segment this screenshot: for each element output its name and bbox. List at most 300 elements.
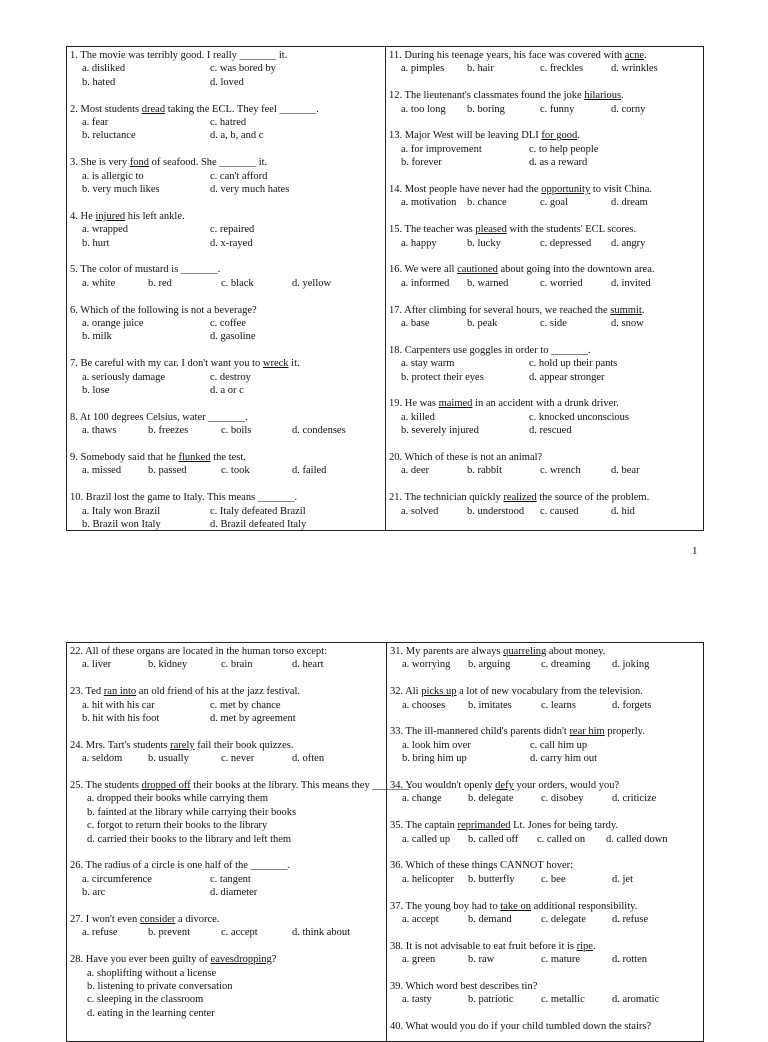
question-text: 28. Have you ever been guilty of bbox=[70, 954, 211, 966]
answer-option: d. called down bbox=[606, 833, 668, 845]
question-text: 35. The captain bbox=[390, 820, 458, 832]
answer-option: d. rescued bbox=[529, 425, 572, 437]
answer-option: d. yellow bbox=[292, 277, 332, 289]
underlined-keyword: wreck bbox=[262, 358, 289, 370]
answer-option: a. missed bbox=[82, 465, 122, 477]
answer-option: a. informed bbox=[401, 277, 450, 289]
question-item bbox=[389, 263, 701, 290]
answer-option: c. accept bbox=[221, 927, 258, 939]
answer-option: a. chooses bbox=[402, 699, 446, 711]
answer-option: d. corny bbox=[611, 103, 646, 115]
answer-option: c. can't afford bbox=[210, 170, 268, 182]
question-item bbox=[70, 49, 383, 89]
answer-option: d. invited bbox=[611, 277, 651, 289]
answer-option: c. bee bbox=[541, 873, 566, 885]
answer-option: a. worrying bbox=[402, 659, 451, 671]
answer-option: c. disobey bbox=[541, 793, 584, 805]
answer-options bbox=[389, 237, 701, 250]
answer-option: d. hid bbox=[611, 505, 635, 517]
question-item bbox=[70, 953, 384, 1020]
question-stem bbox=[70, 859, 384, 872]
answer-option: b. warned bbox=[467, 277, 509, 289]
question-text: 20. Which of these is not an animal? bbox=[389, 452, 543, 464]
question-text: 12. The lieutenant's classmates found the joke bbox=[389, 90, 585, 102]
answer-options bbox=[70, 116, 383, 143]
answer-option: b. kidney bbox=[148, 659, 188, 671]
answer-option: b. butterfly bbox=[468, 873, 515, 885]
answer-options bbox=[389, 196, 701, 209]
question-text: your orders, would you? bbox=[513, 780, 620, 792]
underlined-keyword: maimed bbox=[438, 398, 473, 410]
question-stem bbox=[390, 940, 701, 953]
answer-option: a. disliked bbox=[82, 63, 126, 75]
answer-options bbox=[70, 317, 383, 344]
question-text: his left ankle. bbox=[125, 210, 185, 222]
answer-options bbox=[389, 411, 701, 438]
answer-option: c. mature bbox=[541, 954, 581, 966]
question-stem bbox=[70, 357, 383, 370]
question-stem bbox=[389, 263, 701, 276]
answer-option: c. destroy bbox=[210, 371, 251, 383]
answer-option: a. solved bbox=[401, 505, 439, 517]
answer-option: a. fear bbox=[82, 117, 109, 129]
underlined-keyword: for good bbox=[541, 130, 578, 142]
question-text: 32. Ali bbox=[390, 686, 422, 698]
question-text: 37. The young boy had to bbox=[390, 900, 501, 912]
answer-option: b. Brazil won Italy bbox=[82, 519, 161, 531]
answer-option: a. tasty bbox=[402, 994, 432, 1006]
question-stem bbox=[389, 491, 701, 504]
underlined-keyword: take on bbox=[500, 900, 531, 912]
underlined-keyword: defy bbox=[495, 780, 514, 792]
question-text: Lt. Jones for being tardy. bbox=[510, 820, 619, 832]
question-text: with the students' ECL scores. bbox=[506, 224, 637, 236]
question-text: 24. Mrs. Tart's students bbox=[70, 739, 171, 751]
answer-option: d. aromatic bbox=[612, 994, 660, 1006]
answer-option: b. prevent bbox=[148, 927, 190, 939]
answer-option: c. wrench bbox=[540, 465, 581, 477]
answer-options bbox=[390, 699, 701, 712]
answer-options bbox=[70, 926, 384, 939]
answer-options bbox=[70, 505, 383, 532]
answer-options bbox=[390, 913, 701, 926]
answer-option: a. thaws bbox=[82, 425, 117, 437]
question-item bbox=[70, 451, 383, 478]
underlined-keyword: cautioned bbox=[457, 264, 498, 276]
question-text: additional responsibility. bbox=[530, 900, 638, 912]
answer-option: b. protect their eyes bbox=[401, 371, 484, 383]
question-item bbox=[70, 156, 383, 196]
answer-option: d. forgets bbox=[612, 699, 652, 711]
answer-option: a. Italy won Brazil bbox=[82, 505, 161, 517]
question-column-left bbox=[67, 47, 385, 530]
question-text: . bbox=[621, 90, 624, 102]
question-table-page-1 bbox=[66, 46, 704, 531]
answer-option: b. rabbit bbox=[467, 465, 502, 477]
question-item bbox=[389, 344, 701, 384]
answer-options bbox=[390, 993, 701, 1006]
answer-option: b. arc bbox=[82, 887, 106, 899]
answer-option: d. rotten bbox=[612, 954, 647, 966]
question-item bbox=[390, 859, 701, 886]
question-stem bbox=[389, 397, 701, 410]
question-item bbox=[70, 739, 384, 766]
question-item bbox=[70, 779, 412, 846]
underlined-keyword: consider bbox=[139, 914, 176, 926]
answer-option: c. metallic bbox=[541, 994, 585, 1006]
question-stem bbox=[70, 156, 383, 169]
question-text: 18. Carpenters use goggles in order to _______. bbox=[389, 344, 591, 356]
question-text: 9. Somebody said that he bbox=[70, 452, 179, 464]
question-text: 15. The teacher was bbox=[389, 224, 476, 236]
answer-option: c. funny bbox=[540, 103, 575, 115]
answer-option: b. understood bbox=[467, 505, 525, 517]
answer-option: d. a or c bbox=[210, 385, 244, 397]
answer-option: c. delegate bbox=[541, 914, 586, 926]
question-text: a divorce. bbox=[175, 914, 220, 926]
answer-option: c. knocked unconscious bbox=[529, 411, 630, 423]
question-item bbox=[390, 645, 701, 672]
question-text: taking the ECL. They feel _______. bbox=[165, 103, 319, 115]
answer-option: c. sleeping in the classroom bbox=[87, 994, 204, 1006]
answer-option: b. delegate bbox=[468, 793, 514, 805]
answer-option: a. called up bbox=[402, 833, 451, 845]
answer-option: b. peak bbox=[467, 318, 498, 330]
question-stem bbox=[389, 344, 701, 357]
answer-option: c. call him up bbox=[530, 739, 588, 751]
question-item bbox=[390, 725, 701, 765]
answer-option: d. dream bbox=[611, 197, 648, 209]
question-stem bbox=[70, 451, 383, 464]
answer-option: b. lose bbox=[82, 385, 110, 397]
question-text: 17. After climbing for several hours, we reached the bbox=[389, 304, 611, 316]
answer-option: b. imitates bbox=[468, 699, 512, 711]
question-text: properly. bbox=[604, 726, 645, 738]
answer-option: c. black bbox=[221, 277, 254, 289]
answer-options bbox=[389, 317, 701, 330]
underlined-keyword: hilarious bbox=[584, 90, 622, 102]
answer-options bbox=[70, 967, 384, 1021]
question-stem bbox=[389, 129, 701, 142]
answer-option: b. raw bbox=[468, 954, 495, 966]
question-text: it. bbox=[288, 358, 300, 370]
answer-option: c. Italy defeated Brazil bbox=[210, 505, 306, 517]
answer-option: a. is allergic to bbox=[82, 170, 144, 182]
answer-option: d. gasoline bbox=[210, 331, 256, 343]
answer-option: d. refuse bbox=[612, 914, 649, 926]
question-item bbox=[389, 451, 701, 478]
question-text: 3. She is very bbox=[70, 157, 130, 169]
answer-option: b. very much likes bbox=[82, 184, 160, 196]
question-stem bbox=[389, 49, 701, 62]
answer-option: a. accept bbox=[402, 914, 439, 926]
question-text: 25. The students bbox=[70, 780, 142, 792]
question-text: 6. Which of the following is not a beverage? bbox=[70, 304, 257, 316]
answer-option: b. listening to private conversation bbox=[87, 981, 233, 993]
question-text: to visit China. bbox=[590, 184, 653, 196]
answer-option: d. a, b, and c bbox=[210, 130, 264, 142]
underlined-keyword: realized bbox=[503, 492, 537, 504]
answer-option: d. angry bbox=[611, 237, 646, 249]
question-stem bbox=[70, 685, 384, 698]
question-item bbox=[389, 49, 701, 76]
answer-options bbox=[70, 223, 383, 250]
question-text: 33. The ill-mannered child's parents didn't bbox=[390, 726, 570, 738]
question-item bbox=[70, 913, 384, 940]
question-item bbox=[70, 103, 383, 143]
underlined-keyword: dread bbox=[141, 103, 166, 115]
answer-option: b. patriotic bbox=[468, 994, 514, 1006]
underlined-keyword: ripe bbox=[576, 940, 593, 952]
answer-option: b. boring bbox=[467, 103, 505, 115]
answer-option: a. for improvement bbox=[401, 143, 482, 155]
question-text: . bbox=[577, 130, 580, 142]
answer-option: c. freckles bbox=[540, 63, 584, 75]
answer-options bbox=[390, 792, 701, 805]
answer-option: d. think about bbox=[292, 927, 351, 939]
answer-options bbox=[70, 658, 384, 671]
question-stem bbox=[390, 900, 701, 913]
question-stem bbox=[70, 210, 383, 223]
question-text: in an accident with a drunk driver. bbox=[472, 398, 619, 410]
answer-option: b. hated bbox=[82, 76, 116, 88]
answer-option: d. carry him out bbox=[530, 753, 598, 765]
answer-option: b. hair bbox=[467, 63, 494, 75]
question-text: an old friend of his at the jazz festival. bbox=[136, 686, 301, 698]
answer-option: c. side bbox=[540, 318, 567, 330]
question-text: 14. Most people have never had the bbox=[389, 184, 542, 196]
answer-options bbox=[70, 699, 384, 726]
question-table-page-2 bbox=[66, 642, 704, 1042]
question-text: 16. We were all bbox=[389, 264, 458, 276]
question-text: 39. Which word best describes tin? bbox=[390, 981, 538, 993]
answer-options bbox=[390, 953, 701, 966]
question-text: 1. The movie was terribly good. I really _______ it. bbox=[70, 50, 288, 61]
question-item bbox=[70, 263, 383, 290]
question-item bbox=[390, 940, 701, 967]
question-stem bbox=[390, 859, 701, 872]
answer-option: d. appear stronger bbox=[529, 371, 605, 383]
answer-option: c. hold up their pants bbox=[529, 358, 618, 370]
question-stem bbox=[389, 89, 701, 102]
answer-option: b. hit with his foot bbox=[82, 713, 160, 725]
answer-option: b. bring him up bbox=[402, 753, 467, 765]
question-text: 8. At 100 degrees Celsius, water _______. bbox=[70, 411, 248, 423]
question-stem bbox=[390, 1020, 701, 1033]
question-text: 2. Most students bbox=[70, 103, 142, 115]
answer-option: d. carried their books to the library and left them bbox=[87, 833, 292, 845]
answer-options bbox=[70, 464, 383, 477]
question-stem bbox=[390, 819, 701, 832]
answer-option: a. shoplifting without a license bbox=[87, 967, 217, 979]
answer-option: d. often bbox=[292, 753, 325, 765]
answer-options bbox=[70, 277, 383, 290]
answer-options bbox=[389, 357, 701, 384]
answer-options bbox=[389, 62, 701, 75]
answer-option: c. boils bbox=[221, 425, 252, 437]
answer-option: c. called on bbox=[537, 833, 586, 845]
question-text: 27. I won't even bbox=[70, 914, 140, 926]
answer-option: b. hurt bbox=[82, 237, 110, 249]
question-text: the test. bbox=[210, 452, 246, 464]
answer-option: b. severely injured bbox=[401, 425, 479, 437]
question-text: . bbox=[641, 304, 645, 316]
answer-options bbox=[70, 424, 383, 437]
answer-options bbox=[70, 170, 383, 197]
answer-option: c. worried bbox=[540, 277, 583, 289]
underlined-keyword: flunked bbox=[178, 452, 211, 464]
question-stem bbox=[70, 263, 383, 276]
answer-options bbox=[390, 739, 701, 766]
answer-options bbox=[390, 873, 701, 886]
question-stem bbox=[389, 304, 701, 317]
question-text: 11. During his teenage years, his face was covered with bbox=[389, 50, 625, 61]
question-stem bbox=[389, 223, 701, 236]
answer-option: c. never bbox=[221, 753, 255, 765]
question-text: 22. All of these organs are located in the human torso except: bbox=[70, 646, 327, 657]
underlined-keyword: rarely bbox=[170, 739, 195, 751]
question-text: about money. bbox=[546, 646, 606, 657]
question-text: 34. You wouldn't openly bbox=[390, 780, 496, 792]
underlined-keyword: acne bbox=[624, 50, 645, 61]
question-item bbox=[390, 779, 701, 806]
answer-option: d. joking bbox=[612, 659, 650, 671]
answer-option: c. coffee bbox=[210, 318, 246, 330]
answer-option: c. met by chance bbox=[210, 699, 281, 711]
question-stem bbox=[70, 49, 383, 62]
answer-options bbox=[70, 752, 384, 765]
answer-option: d. criticize bbox=[612, 793, 657, 805]
page-number: 1 bbox=[692, 545, 698, 557]
question-stem bbox=[70, 779, 412, 792]
question-text: about going into the downtown area. bbox=[497, 264, 655, 276]
answer-option: c. took bbox=[221, 465, 250, 477]
answer-options bbox=[390, 658, 701, 671]
question-text: 10. Brazil lost the game to Italy. This means _______. bbox=[70, 492, 298, 504]
answer-option: d. bear bbox=[611, 465, 640, 477]
answer-option: d. failed bbox=[292, 465, 327, 477]
question-stem bbox=[390, 645, 701, 658]
answer-option: d. loved bbox=[210, 76, 244, 88]
question-stem bbox=[70, 304, 383, 317]
answer-options bbox=[70, 792, 384, 846]
question-item bbox=[390, 819, 701, 846]
question-text: ? bbox=[271, 954, 277, 966]
answer-option: a. pimples bbox=[401, 63, 445, 75]
answer-option: c. depressed bbox=[540, 237, 592, 249]
question-text: 21. The technician quickly bbox=[389, 492, 504, 504]
answer-options bbox=[389, 464, 701, 477]
question-stem bbox=[70, 645, 384, 658]
question-item bbox=[390, 1020, 701, 1033]
answer-option: c. to help people bbox=[529, 143, 599, 155]
question-text: fail their book quizzes. bbox=[194, 739, 294, 751]
answer-option: a. happy bbox=[401, 237, 437, 249]
answer-option: a. stay warm bbox=[401, 358, 455, 370]
answer-option: a. too long bbox=[401, 103, 446, 115]
question-text: 5. The color of mustard is _______. bbox=[70, 264, 221, 276]
answer-option: a. hit with his car bbox=[82, 699, 155, 711]
underlined-keyword: summit bbox=[610, 304, 642, 316]
question-text: their books at the library. This means they _______. bbox=[190, 780, 412, 792]
answer-options bbox=[390, 833, 701, 846]
question-column-right bbox=[386, 643, 703, 1041]
answer-option: b. reluctance bbox=[82, 130, 136, 142]
answer-option: c. caused bbox=[540, 505, 579, 517]
question-item bbox=[70, 491, 383, 531]
question-text: 40. What would you do if your child tumbled down the stairs? bbox=[390, 1021, 652, 1033]
underlined-keyword: opportunity bbox=[541, 184, 591, 196]
answer-option: a. liver bbox=[82, 659, 112, 671]
underlined-keyword: dropped off bbox=[141, 780, 191, 792]
underlined-keyword: quarreling bbox=[503, 646, 547, 657]
question-text: the source of the problem. bbox=[536, 492, 650, 504]
underlined-keyword: fond bbox=[129, 157, 150, 169]
answer-options bbox=[70, 873, 384, 900]
answer-option: b. milk bbox=[82, 331, 112, 343]
answer-option: b. red bbox=[148, 277, 172, 289]
question-stem bbox=[390, 980, 701, 993]
answer-option: d. x-rayed bbox=[210, 237, 253, 249]
question-text: 36. Which of these things CANNOT hover: bbox=[390, 860, 574, 872]
question-stem bbox=[70, 953, 384, 966]
answer-option: d. as a reward bbox=[529, 157, 588, 169]
answer-option: d. snow bbox=[611, 318, 644, 330]
answer-option: d. jet bbox=[612, 873, 633, 885]
answer-option: d. very much hates bbox=[210, 184, 290, 196]
question-stem bbox=[390, 685, 701, 698]
question-item bbox=[70, 685, 384, 725]
question-item bbox=[70, 859, 384, 899]
question-stem bbox=[390, 725, 701, 738]
question-stem bbox=[70, 913, 384, 926]
answer-option: a. deer bbox=[401, 465, 429, 477]
answer-option: b. passed bbox=[148, 465, 187, 477]
answer-option: a. change bbox=[402, 793, 442, 805]
question-item bbox=[390, 685, 701, 712]
question-text: 4. He bbox=[70, 210, 96, 222]
answer-option: c. hatred bbox=[210, 117, 247, 129]
answer-option: c. dreaming bbox=[541, 659, 591, 671]
answer-option: b. demand bbox=[468, 914, 512, 926]
question-item bbox=[389, 304, 701, 331]
question-item bbox=[70, 210, 383, 250]
question-item bbox=[389, 397, 701, 437]
question-text: 31. My parents are always bbox=[390, 646, 504, 657]
question-item bbox=[70, 411, 383, 438]
question-text: . bbox=[644, 50, 647, 61]
answer-option: b. chance bbox=[467, 197, 507, 209]
question-stem bbox=[389, 451, 701, 464]
answer-option: c. brain bbox=[221, 659, 253, 671]
question-stem bbox=[70, 103, 383, 116]
answer-option: c. goal bbox=[540, 197, 568, 209]
question-item bbox=[390, 980, 701, 1007]
question-item bbox=[70, 357, 383, 397]
answer-option: b. forever bbox=[401, 157, 442, 169]
answer-option: c. forgot to return their books to the library bbox=[87, 820, 268, 832]
answer-option: a. white bbox=[82, 277, 116, 289]
question-stem bbox=[70, 411, 383, 424]
question-stem bbox=[390, 779, 701, 792]
answer-option: b. usually bbox=[148, 753, 189, 765]
question-item bbox=[389, 183, 701, 210]
question-text: of seafood. She _______ it. bbox=[149, 157, 268, 169]
underlined-keyword: pleased bbox=[475, 224, 507, 236]
answer-options bbox=[389, 103, 701, 116]
question-text: . bbox=[592, 940, 596, 952]
answer-option: a. dropped their books while carrying them bbox=[87, 793, 269, 805]
